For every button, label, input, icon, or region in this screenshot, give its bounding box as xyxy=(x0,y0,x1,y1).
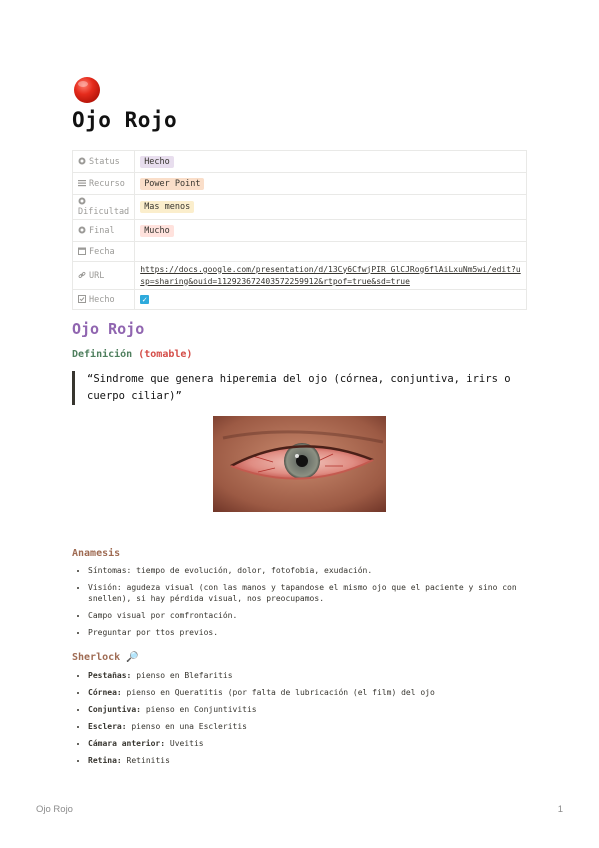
magnifier-icon: 🔎 xyxy=(126,652,139,663)
list-item: • Visión: agudeza visual (con las manos y tapandose el mismo ojo que el paciente y sino con snellen), si hay pérdida visual, nos preocupamos. xyxy=(88,582,528,604)
property-row-url xyxy=(73,262,527,290)
url-link[interactable]: https://docs.google.com/presentation/d/13Cy6CfwjPIR_GlCJRog6flAiLxuNm5wi/edit?usp=sharing&ouid=112923672403572259912&rtpof=true&sd=true xyxy=(140,264,521,286)
list-item: • Campo visual por comfrontación. xyxy=(88,610,528,621)
property-row-final xyxy=(73,220,527,242)
status-icon xyxy=(78,157,86,165)
dificultad-tag[interactable]: Mas menos xyxy=(140,201,194,213)
calendar-icon xyxy=(78,247,86,255)
property-row-hecho xyxy=(73,290,527,310)
list-item: • Conjuntiva: pienso en Conjuntivitis xyxy=(88,704,528,715)
property-key: Hecho xyxy=(73,290,135,310)
section-heading: Ojo Rojo xyxy=(72,320,145,338)
property-key: Fecha xyxy=(73,242,135,262)
page-number: 1 xyxy=(557,804,563,815)
property-key: Recurso xyxy=(73,173,135,195)
property-key: Status xyxy=(73,151,135,173)
property-value xyxy=(135,262,527,290)
property-row-recurso xyxy=(73,173,527,195)
property-row-status xyxy=(73,151,527,173)
status-tag[interactable]: Hecho xyxy=(140,156,174,168)
list-item: • Córnea: pienso en Queratitis (por falta de lubricación (el film) del ojo xyxy=(88,687,528,698)
definition-heading: Definición (tomable) xyxy=(72,349,193,360)
sherlock-heading: Sherlock 🔎 xyxy=(72,652,139,663)
property-key: Final xyxy=(73,220,135,242)
list-item: • Cámara anterior: Uveitis xyxy=(88,738,528,749)
final-tag[interactable]: Mucho xyxy=(140,225,174,237)
status-icon xyxy=(78,226,86,234)
list-item: • Pestañas: pienso en Blefaritis xyxy=(88,670,528,681)
red-eye-photo xyxy=(213,416,386,512)
list-item: • Retina: Retinitis xyxy=(88,755,528,766)
property-key: URL xyxy=(73,262,135,290)
property-row-fecha xyxy=(73,242,527,262)
property-value[interactable] xyxy=(135,242,527,262)
property-row-dificultad xyxy=(73,195,527,220)
page-title: Ojo Rojo xyxy=(72,108,178,132)
status-icon xyxy=(78,197,86,205)
anamnesis-heading: Anamesis xyxy=(72,548,121,559)
checkbox-icon xyxy=(78,295,86,303)
recurso-tag[interactable]: Power Point xyxy=(140,178,204,190)
link-icon xyxy=(78,271,86,279)
property-key: Dificultad xyxy=(73,195,135,220)
list-item: • Esclera: pienso en una Escleritis xyxy=(88,721,528,732)
property-value xyxy=(135,290,527,310)
definition-quote: “Sindrome que genera hiperemia del ojo (córnea, conjuntiva, irirs o cuerpo ciliar)” xyxy=(72,371,537,405)
sherlock-list xyxy=(72,670,528,766)
list-item: • Síntomas: tiempo de evolución, dolor, fotofobia, exudación. xyxy=(88,565,528,576)
property-value[interactable] xyxy=(135,195,527,220)
properties-table xyxy=(72,150,527,310)
footer-title: Ojo Rojo xyxy=(36,804,73,815)
list-item: • Preguntar por ttos previos. xyxy=(88,627,528,638)
property-value[interactable] xyxy=(135,173,527,195)
list-icon xyxy=(78,179,86,187)
property-value[interactable] xyxy=(135,151,527,173)
hecho-checkbox[interactable]: ✓ xyxy=(140,295,149,304)
red-circle-icon xyxy=(73,76,101,104)
property-value[interactable] xyxy=(135,220,527,242)
anamnesis-list xyxy=(72,565,528,638)
